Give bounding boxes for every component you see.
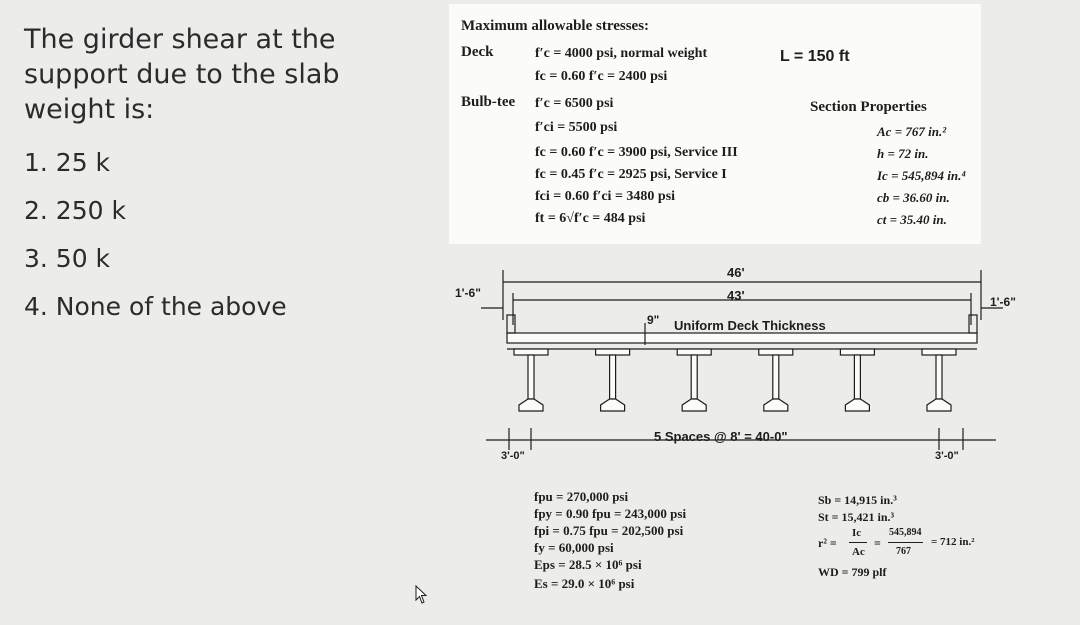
bottom-section-modulus: Sb = 14,915 in.³ — [818, 493, 897, 507]
bulb-tee-label: Bulb-tee — [461, 94, 516, 110]
deck-formula: f′c = 4000 psi, normal weight — [535, 46, 708, 61]
problem-document — [441, 0, 1080, 625]
dead-load: WD = 799 plf — [818, 565, 887, 579]
strand-property: fy = 60,000 psi — [534, 540, 614, 555]
left-edge-label: 3'-0" — [501, 450, 525, 462]
section-property: ct = 35.40 in. — [877, 212, 947, 227]
girder-group — [514, 349, 956, 411]
bulb-formula: fc = 0.45 f′c = 2925 psi, Service I — [535, 167, 727, 182]
girder — [922, 349, 956, 411]
deck-label: Deck — [461, 44, 494, 60]
bulb-formula: f′c = 6500 psi — [535, 96, 614, 111]
deck-formula: fc = 0.60 f′c = 2400 psi — [535, 69, 668, 84]
fraction-bar — [888, 542, 923, 543]
top-section-modulus: St = 15,421 in.³ — [818, 510, 895, 524]
radius-numerator-value: 545,894 — [889, 527, 922, 538]
right-parapet — [969, 315, 977, 333]
question-panel — [24, 22, 424, 331]
fraction-bar — [849, 542, 867, 543]
deck-slab — [507, 333, 977, 343]
deck-thickness-value: 9" — [647, 313, 660, 327]
radius-denominator-value: 767 — [896, 546, 911, 557]
section-property: Ac = 767 in.² — [877, 124, 947, 139]
girder — [677, 349, 711, 411]
answer-option-4[interactable]: 4. None of the above — [24, 292, 287, 321]
bulb-formula: ft = 6√f′c = 484 psi — [535, 211, 646, 226]
section-property: Ic = 545,894 in.⁴ — [877, 168, 966, 183]
section-property: h = 72 in. — [877, 146, 929, 161]
allowable-stresses-box — [449, 4, 981, 244]
left-overhang-label: 1'-6" — [455, 286, 481, 300]
strand-property: fpu = 270,000 psi — [534, 489, 629, 504]
left-parapet — [507, 315, 515, 333]
section-properties-title: Section Properties — [810, 99, 927, 115]
section-property: cb = 36.60 in. — [877, 190, 950, 205]
bulb-formula: fci = 0.60 f′ci = 3480 psi — [535, 189, 676, 204]
answer-option-1[interactable]: 1. 25 k — [24, 148, 111, 177]
strand-property: Es = 29.0 × 10⁶ psi — [534, 576, 635, 591]
girder — [759, 349, 793, 411]
right-edge-label: 3'-0" — [935, 450, 959, 462]
radius-of-gyration-lhs: r² = — [818, 536, 837, 550]
span-length: L = 150 ft — [780, 48, 850, 65]
deck-thickness-label: Uniform Deck Thickness — [674, 318, 826, 333]
curb-width-label: 43' — [727, 288, 745, 303]
question-stem-line: weight is: — [24, 94, 155, 125]
question-stem — [24, 22, 424, 127]
answer-option-2[interactable]: 2. 250 k — [24, 196, 126, 225]
bulb-formula: fc = 0.60 f′c = 3900 psi, Service III — [535, 145, 738, 160]
question-stem-line: support due to the slab — [24, 59, 340, 90]
mouse-cursor-icon — [415, 585, 429, 605]
overall-width-label: 46' — [727, 265, 745, 280]
girder — [514, 349, 548, 411]
radius-equals-sign: = — [874, 536, 881, 550]
question-stem-line: The girder shear at the — [24, 24, 336, 55]
answer-option-3[interactable]: 3. 50 k — [24, 244, 111, 273]
bridge-cross-section — [441, 245, 1041, 465]
stresses-title: Maximum allowable stresses: — [461, 18, 650, 34]
radius-result: = 712 in.² — [931, 536, 975, 548]
bulb-formula: f′ci = 5500 psi — [535, 120, 618, 135]
right-overhang-label: 1'-6" — [990, 295, 1016, 309]
strand-property: fpi = 0.75 fpu = 202,500 psi — [534, 523, 684, 538]
radius-fraction-denominator: Ac — [852, 546, 865, 558]
radius-fraction-numerator: Ic — [852, 527, 862, 539]
answer-options — [24, 139, 424, 331]
girder — [596, 349, 630, 411]
strand-property: Eps = 28.5 × 10⁶ psi — [534, 557, 642, 572]
strand-property: fpy = 0.90 fpu = 243,000 psi — [534, 506, 687, 521]
girder-spacing-label: 5 Spaces @ 8' = 40-0" — [654, 429, 788, 444]
girder — [840, 349, 874, 411]
